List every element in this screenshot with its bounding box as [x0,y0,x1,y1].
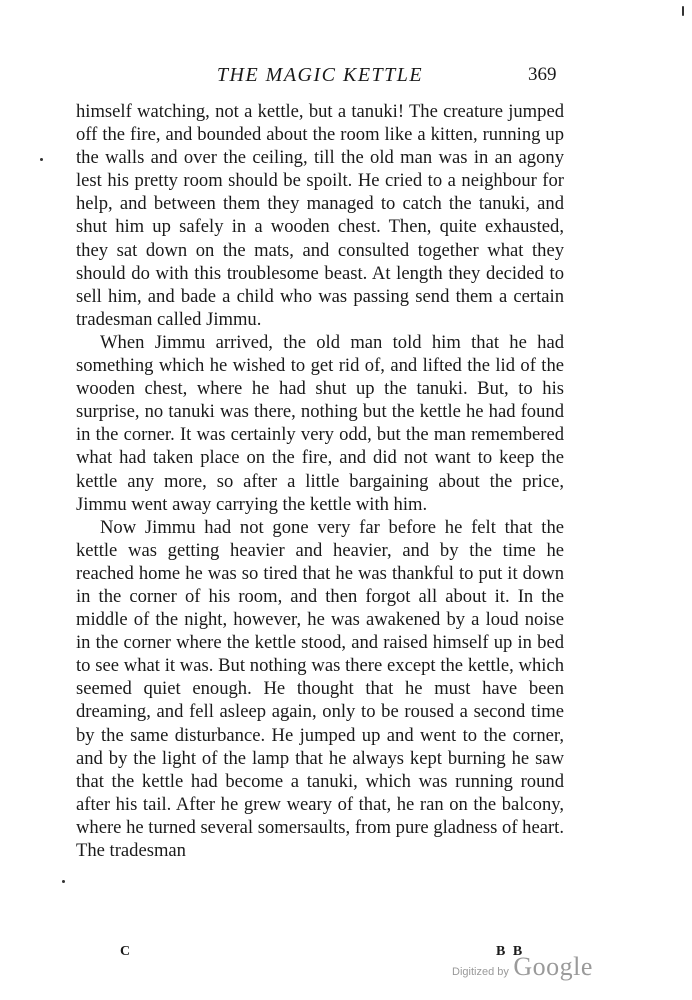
signature-mark-right: B B [496,944,525,959]
paragraph-1: himself watching, not a kettle, but a tanuki! The creature jumped off the fire, and bounded about the room like a kitten, running up the walls and over the ceiling, till the old man was in an agony lest his pretty room should be spoilt. He cried to a neighbour for help, and between them they managed to catch the tanuki, and shut him up safely in a wooden chest. Then, quite exhausted, they sat down on the mats, and consulted together what they should do with this troublesome beast. At length they decided to sell him, and bade a child who was passing send them a certain tradesman called Jimmu. [76,101,564,330]
digitized-watermark [452,952,593,982]
watermark-prefix: Digitized by [452,966,509,978]
margin-speck [682,6,684,16]
running-title: THE MAGIC KETTLE [216,64,424,86]
paragraph-2: When Jimmu arrived, the old man told him that he had something which he wished to get rid of, and lifted the lid of the wooden chest, where he had shut up the tanuki. But, to his surprise, no tanuki was there, nothing but the kettle he had found in the corner. It was certainly very odd, but the man remembered what had taken place on the fire, and did not want to keep the kettle any more, so after a little bargaining about the price, Jimmu went away carrying the kettle with him. [76,331,564,515]
page-number: 369 [528,64,557,85]
google-logo: Google [513,952,593,981]
signature-mark-left: C [120,944,131,959]
margin-speck [62,880,65,883]
margin-speck [40,158,43,161]
paragraph-3: Now Jimmu had not gone very far before he felt that the kettle was getting heavier and heavier, and by the time he reached home he was so tired that he was thankful to put it down in the corner of his room, and then forgot all about it. In the middle of the night, however, he was awakened by a loud noise in the corner where the kettle stood, and raised himself up in bed to see what it was. But nothing was there except the kettle, which seemed quiet enough. He thought that he must have been dreaming, and fell asleep again, only to be roused a second time by the same disturbance. He jumped up and went to the corner, and by the light of the lamp that he always kept burning he saw that the kettle had become a tanuki, which was running round after his tail. After he grew weary of that, he ran on the balcony, where he turned several somersaults, from pure gladness of heart. The tradesman [76,516,564,861]
body-text [76,100,564,862]
